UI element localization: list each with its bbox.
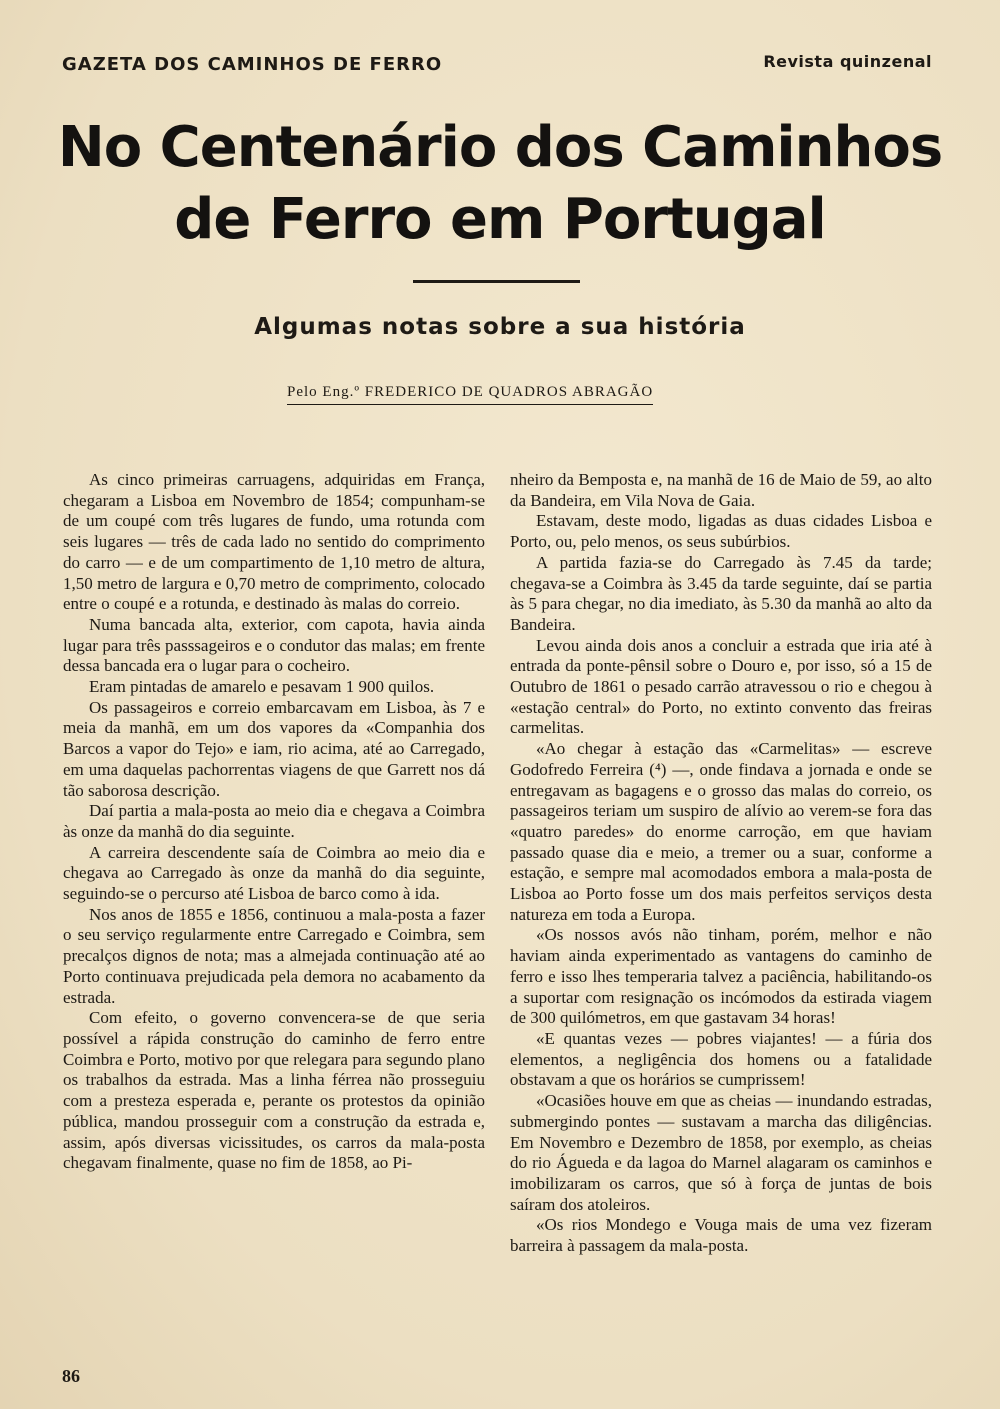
- text-column-left: [63, 470, 485, 1174]
- article-title-line-2: de Ferro em Portugal: [174, 187, 826, 252]
- paragraph: A partida fazia-se do Carregado às 7.45 da tarde; chegava-se a Coimbra às 3.45 da tarde seguinte, daí se partia às 5 para chegar, no dia imediato, às 5.30 da manhã ao alto da Bandeira.: [510, 552, 932, 634]
- paragraph: Numa bancada alta, exterior, com capota, havia ainda lugar para três passsageiros e o condutor das malas; em frente dessa bancada era o lugar para o cocheiro.: [63, 614, 485, 676]
- paragraph: Os passageiros e correio embarcavam em Lisboa, às 7 e meia da manhã, em um dos vapores da «Companhia dos Barcos a vapor do Tejo» e iam, rio acima, até ao Carregado, em uma daquelas pachorrentas viagens de que Garrett nos dá tão saborosa descrição.: [63, 697, 485, 800]
- paragraph: «E quantas vezes — pobres viajantes! — a fúria dos elementos, a negligência dos homens ou a fatalidade obstavam a que os horários se cumprissem!: [510, 1028, 932, 1090]
- paragraph-continuation: nheiro da Bemposta e, na manhã de 16 de Maio de 59, ao alto da Bandeira, em Vila Nova de Gaia.: [510, 470, 932, 510]
- page-number: 86: [62, 1366, 80, 1386]
- paragraph: «Ocasiões houve em que as cheias — inundando estradas, submergindo pontes — sustavam a marcha das diligências. Em Novembro e Dezembro de 1858, por exemplo, as cheias do rio Águeda e da lagoa do Marnel alagaram os caminhos e imobilizaram os carros, que só à força de juntas de bois saíram dos atoleiros.: [510, 1091, 932, 1214]
- paragraph: Com efeito, o governo convencera-se de que seria possível a rápida construção do caminho de ferro entre Coimbra e Porto, motivo por que relegara para segundo plano os trabalhos da estrada. Mas a linha férrea não prosseguiu com a presteza esperada e, perante os protestos da opinião pública, mandou prosseguir com a construção da estrada e, assim, após diversas vicissitudes, os carros da mala-posta chegavam finalmente, quase no fim de 1858, ao Pi-: [63, 1008, 485, 1173]
- paragraph: «Ao chegar à estação das «Carmelitas» — escreve Godofredo Ferreira (⁴) —, onde findava a jornada e onde se entregavam as bagagens e o grosso das malas do correio, os passageiros teriam um suspiro de alívio ao verem-se fora das «quatro paredes» do enorme carroção, em que haviam passado quase dia e meio, a tremer ou a suar, conforme a estação, e sempre mal acomodados embora a mala-posta de Lisboa ao Porto fosse um dos mais perfeitos serviços desta natureza em toda a Europa.: [510, 739, 932, 924]
- article-title: [40, 112, 960, 256]
- paragraph: A carreira descendente saía de Coimbra ao meio dia e chegava ao Carregado às onze da manhã do dia seguinte, seguindo-se o percurso até Lisboa de barco como à ida.: [63, 842, 485, 904]
- publication-name: GAZETA DOS CAMINHOS DE FERRO: [62, 54, 443, 75]
- paragraph: As cinco primeiras carruagens, adquiridas em França, chegaram a Lisboa em Novembro de 1854; compunham-se de um coupé com três lugares de fundo, uma rotunda com seis lugares — três de cada lado no sentido do comprimento do carro — e de um compartimento de 1,10 metro de altura, 1,50 metro de largura e 0,70 metro de comprimento, colocado entre o coupé e a rotunda, e destinado às malas do correio.: [63, 470, 485, 614]
- paragraph: Daí partia a mala-posta ao meio dia e chegava a Coimbra às onze da manhã do dia seguinte.: [63, 801, 485, 841]
- paragraph: «Os rios Mondego e Vouga mais de uma vez fizeram barreira à passagem da mala-posta.: [510, 1215, 932, 1256]
- text-column-right: [510, 470, 932, 1257]
- article-title-line-1: No Centenário dos Caminhos: [57, 115, 943, 180]
- running-header: [62, 52, 932, 78]
- paragraph: Levou ainda dois anos a concluir a estrada que iria até à entrada da ponte-pênsil sobre o Douro e, por isso, só a 15 de Outubro de 1861 o pesado carrão atravessou o rio e chegou à «estação central» do Porto, no extinto convento das freiras carmelitas.: [510, 635, 932, 738]
- title-divider: [413, 280, 580, 283]
- article-byline: Pelo Eng.º FREDERICO DE QUADROS ABRAGÃO: [287, 384, 653, 405]
- paragraph: Eram pintadas de amarelo e pesavam 1 900 quilos.: [89, 677, 435, 697]
- paragraph: Estavam, deste modo, ligadas as duas cidades Lisboa e Porto, ou, pelo menos, os seus subúrbios.: [510, 511, 932, 552]
- paragraph: Nos anos de 1855 e 1856, continuou a mala-posta a fazer o seu serviço regularmente entre Carregado e Coimbra, sem precalços dignos de nota; mas a almejada continuação até ao Porto continuava prejudicada pela demora no acabamento da estrada.: [63, 904, 485, 1007]
- publication-frequency: Revista quinzenal: [763, 52, 932, 71]
- article-subtitle: Algumas notas sobre a sua história: [254, 314, 746, 340]
- paragraph: «Os nossos avós não tinham, porém, melhor e não haviam ainda experimentado as vantagens do caminho de ferro e isso lhes temperaria talvez a paciência, habilitando-os a suportar com resignação os incómodos da estirada viagem de 300 quilómetros, em que gastavam 34 horas!: [510, 925, 932, 1028]
